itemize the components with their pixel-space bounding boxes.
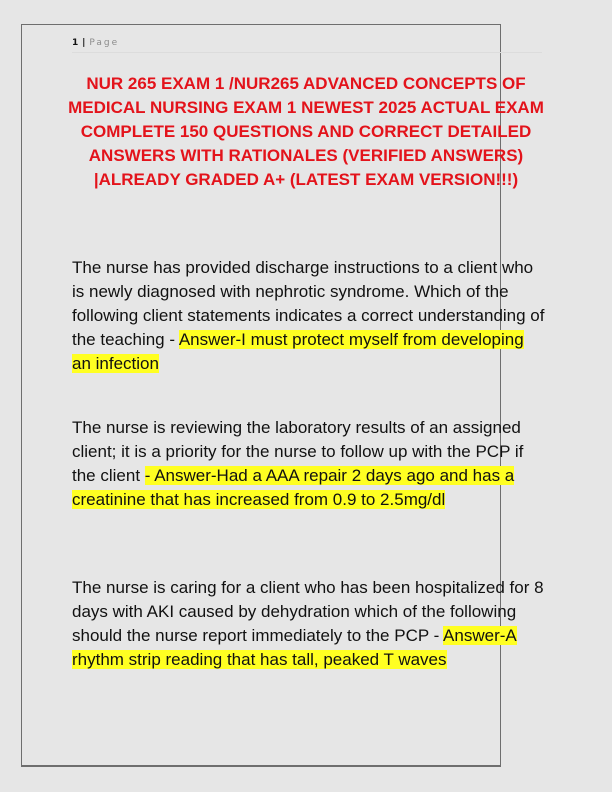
question-text: The nurse has provided discharge instructions to a client who is newly diagnosed with nephrotic syndrome. Which of the following client statements indicates a correct understanding of the teaching - xyxy=(72,258,545,349)
question-block xyxy=(72,576,547,672)
page-label: Page xyxy=(89,38,120,48)
answer-text: Answer-A rhythm strip reading that has tall, peaked T waves xyxy=(72,626,517,669)
page-number: 1 xyxy=(72,38,79,48)
answer-text: Answer-I must protect myself from developing an infection xyxy=(72,330,524,373)
page-header xyxy=(72,36,542,53)
question-text: The nurse is reviewing the laboratory results of an assigned client; it is a priority for the nurse to follow up with the PCP if the client xyxy=(72,418,524,485)
header-separator: | xyxy=(82,38,86,48)
question-block xyxy=(72,416,547,512)
answer-text: - Answer-Had a AAA repair 2 days ago and has a creatinine that has increased from 0.9 to 2.5mg/dl xyxy=(72,466,515,509)
question-block xyxy=(72,256,547,376)
document-title: NUR 265 EXAM 1 /NUR265 ADVANCED CONCEPTS OF MEDICAL NURSING EXAM 1 NEWEST 2025 ACTUAL EXAM COMPLETE 150 QUESTIONS AND CORRECT DETAILED ANSWERS WITH RATIONALES (VERIFIED ANSWERS) |ALREADY GRADED A+ (LATEST EXAM VERSION!!!) xyxy=(68,74,544,189)
question-text: The nurse is caring for a client who has been hospitalized for 8 days with AKI caused by dehydration which of the following should the nurse report immediately to the PCP - xyxy=(72,578,544,645)
